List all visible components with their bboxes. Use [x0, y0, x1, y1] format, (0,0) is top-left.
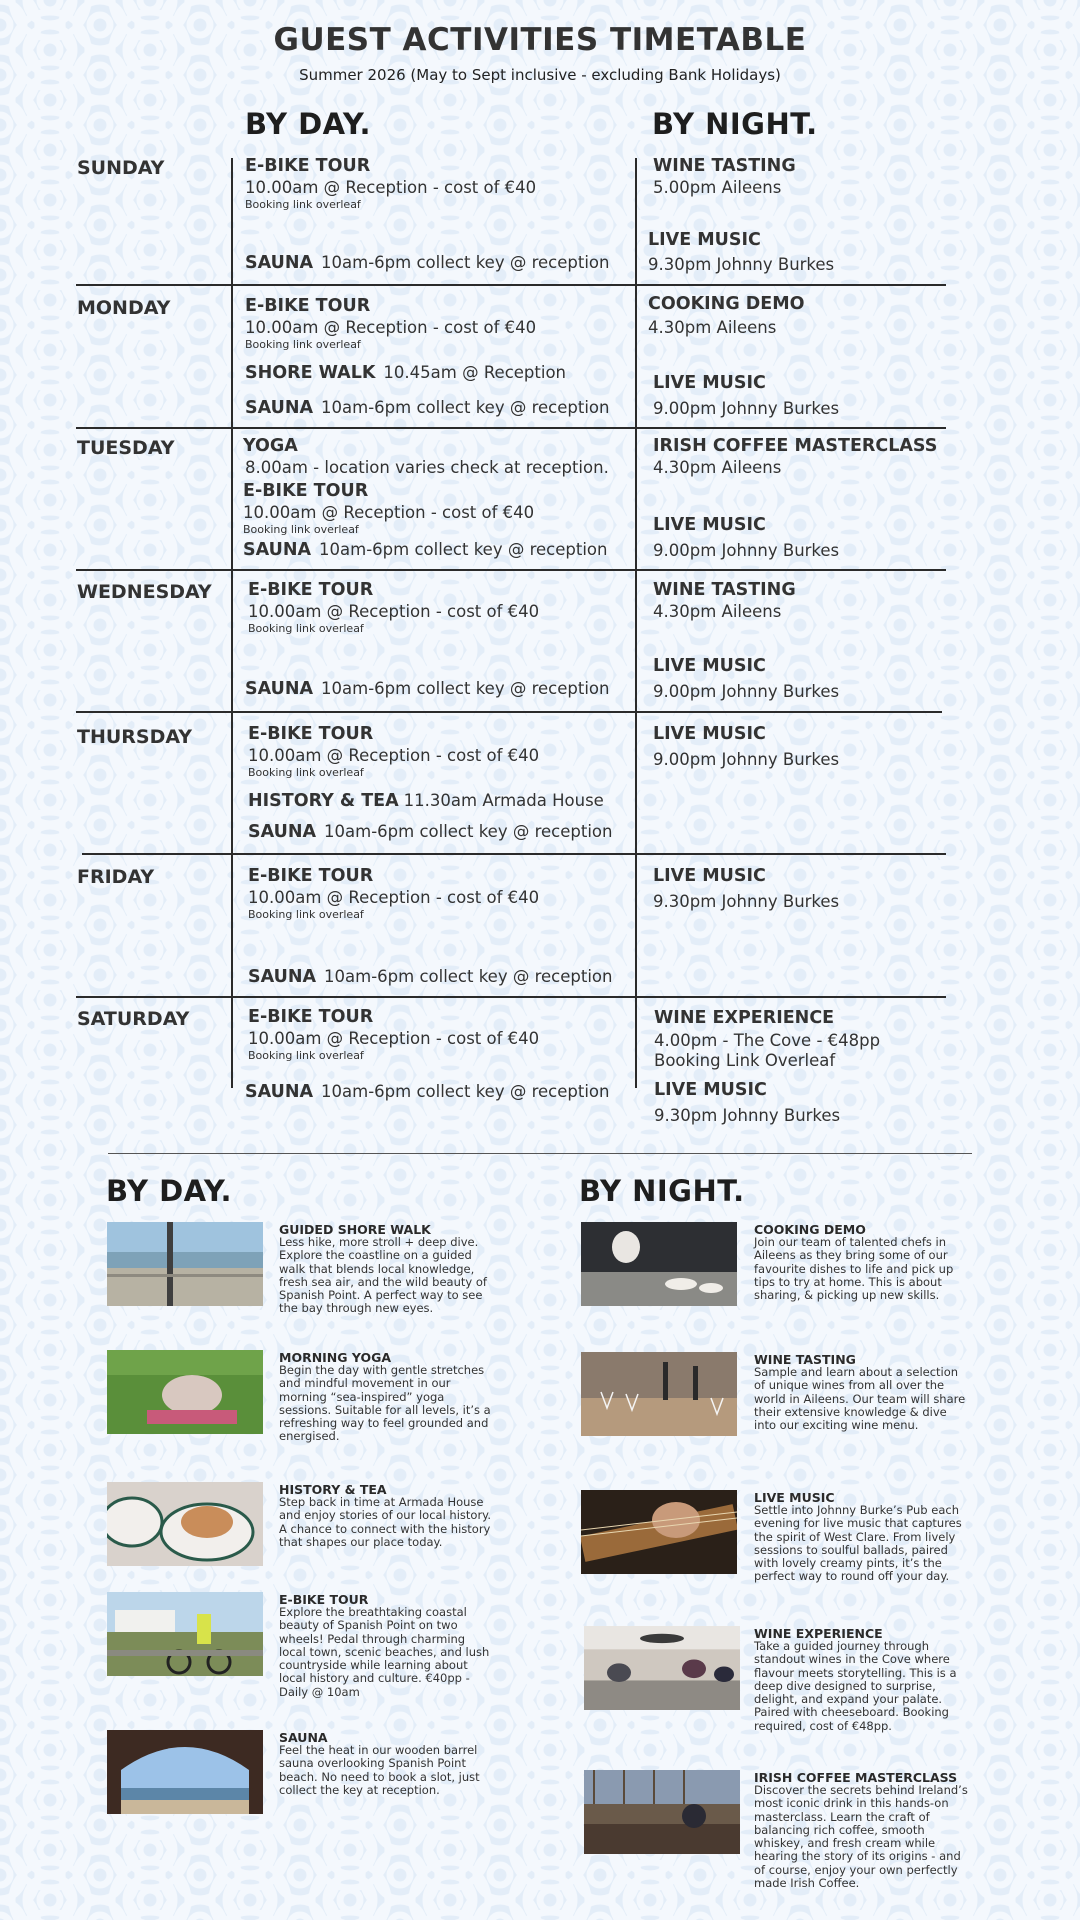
activity-note: Booking link overleaf — [248, 908, 364, 921]
irish-coffee-photo — [584, 1770, 740, 1854]
e-bike-photo — [107, 1592, 263, 1676]
card-description: Less hike, more stroll + deep dive. Explore the coastline on a guided walk that blends local knowledge, fresh sea air, and the wild beauty of Spanish Point. A perfect way to see the bay through new eyes. — [279, 1235, 487, 1316]
shore-walk-photo — [107, 1222, 263, 1306]
activity-detail: 9.00pm Johnny Burkes — [653, 541, 840, 560]
activity-title: E-BIKE TOUR — [248, 724, 374, 744]
card-description: Begin the day with gentle stretches and mindful movement in our morning “sea-inspired” yoga sessions. Suitable for all levels, it’s a refreshing way to feel grounded and energised. — [279, 1363, 491, 1444]
activity-title: IRISH COFFEE MASTERCLASS — [653, 436, 938, 456]
card-title: MORNING YOGA — [279, 1350, 392, 1365]
card-description: Step back in time at Armada House and enjoy stories of our local history. A chance to connect with the history that shapes our place today. — [279, 1495, 491, 1549]
activity-title: WINE TASTING — [653, 580, 796, 600]
activity-title: E-BIKE TOUR — [243, 481, 369, 501]
card-description: Sample and learn about a selection of unique wines from all over the world in Aileens. Our team will share their extensive knowledge & dive into our exciting wine menu. — [754, 1365, 966, 1433]
cooking-demo-photo — [581, 1222, 737, 1306]
card-title: LIVE MUSIC — [754, 1490, 835, 1505]
card-title: HISTORY & TEA — [279, 1482, 387, 1497]
card-title: WINE TASTING — [754, 1352, 856, 1367]
activity-title: SAUNA 10am-6pm collect key @ reception — [248, 967, 613, 987]
activity-detail: 4.30pm Aileens — [648, 318, 777, 337]
activity-title: LIVE MUSIC — [653, 656, 766, 676]
day-label-monday: MONDAY — [77, 297, 171, 319]
day-label-friday: FRIDAY — [77, 866, 155, 888]
sauna-photo — [107, 1730, 263, 1814]
card-title: SAUNA — [279, 1730, 328, 1745]
activity-title: SAUNA 10am-6pm collect key @ reception — [245, 1082, 610, 1102]
activity-detail: 4.30pm Aileens — [653, 458, 782, 477]
yoga-photo — [107, 1350, 263, 1434]
activity-detail: 10.00am @ Reception - cost of €40 — [248, 1029, 540, 1048]
activity-detail: 4.00pm - The Cove - €48pp — [654, 1031, 881, 1050]
day-label-wednesday: WEDNESDAY — [77, 581, 212, 603]
card-title: COOKING DEMO — [754, 1222, 866, 1237]
card-title: WINE EXPERIENCE — [754, 1626, 883, 1641]
by-night-descriptions-heading: BY NIGHT. — [579, 1174, 745, 1208]
card-title: IRISH COFFEE MASTERCLASS — [754, 1770, 958, 1785]
row-divider — [76, 284, 946, 286]
activity-title: YOGA — [243, 436, 298, 456]
activity-title: E-BIKE TOUR — [245, 156, 371, 176]
activity-detail: 9.30pm Johnny Burkes — [654, 1106, 841, 1125]
activity-title: SHORE WALK 10.45am @ Reception — [245, 363, 567, 383]
card-description: Settle into Johnny Burke’s Pub each evening for live music that captures the spirit of West Clare. From lively sessions to soulful ballads, paired with lovely creamy pints, it’s the perfect way to round off your day. — [754, 1503, 962, 1584]
card-title: E-BIKE TOUR — [279, 1592, 369, 1607]
activity-detail: 9.30pm Johnny Burkes — [648, 255, 835, 274]
activity-title: SAUNA 10am-6pm collect key @ reception — [245, 398, 610, 418]
wine-tasting-photo — [581, 1352, 737, 1436]
card-description: Explore the breathtaking coastal beauty of Spanish Point on two wheels! Pedal through charming local town, scenic beaches, and lush countryside while learning about local history and culture. €40pp - Daily @ 10am — [279, 1605, 490, 1699]
activity-note: Booking link overleaf — [248, 622, 364, 635]
row-divider — [76, 996, 946, 998]
activity-detail: 5.00pm Aileens — [653, 178, 782, 197]
activity-detail: Booking Link Overleaf — [654, 1051, 836, 1070]
page-subtitle: Summer 2026 (May to Sept inclusive - excluding Bank Holidays) — [299, 66, 781, 84]
activity-detail: 9.00pm Johnny Burkes — [653, 682, 840, 701]
activity-title: LIVE MUSIC — [648, 230, 761, 250]
by-day-descriptions-heading: BY DAY. — [106, 1174, 233, 1208]
activity-detail: 10.00am @ Reception - cost of €40 — [248, 888, 540, 907]
activity-detail: 9.00pm Johnny Burkes — [653, 750, 840, 769]
day-label-tuesday: TUESDAY — [77, 437, 175, 459]
activity-title: E-BIKE TOUR — [248, 580, 374, 600]
row-divider — [76, 427, 946, 429]
night-column-divider — [635, 158, 637, 1088]
history-tea-photo — [107, 1482, 263, 1566]
activity-title: SAUNA 10am-6pm collect key @ reception — [245, 253, 610, 273]
activity-title: LIVE MUSIC — [653, 724, 766, 744]
by-night-heading: BY NIGHT. — [652, 107, 818, 141]
row-divider — [76, 711, 942, 713]
activity-title: LIVE MUSIC — [654, 1080, 767, 1100]
activity-detail: 10.00am @ Reception - cost of €40 — [245, 178, 537, 197]
activity-detail: 10.00am @ Reception - cost of €40 — [243, 503, 535, 522]
activity-title: SAUNA 10am-6pm collect key @ reception — [245, 679, 610, 699]
activity-title: E-BIKE TOUR — [248, 866, 374, 886]
activity-note: Booking link overleaf — [248, 1049, 364, 1062]
day-label-sunday: SUNDAY — [77, 157, 165, 179]
activity-title: COOKING DEMO — [648, 294, 805, 314]
card-title: GUIDED SHORE WALK — [279, 1222, 431, 1237]
day-label-saturday: SATURDAY — [77, 1008, 190, 1030]
activity-title: LIVE MUSIC — [653, 373, 766, 393]
activity-title: WINE TASTING — [653, 156, 796, 176]
row-divider — [76, 569, 946, 571]
card-description: Join our team of talented chefs in Aileens as they bring some of our favourite dishes to life and pick up tips to try at home. This is about sharing, & picking up new skills. — [754, 1235, 954, 1303]
section-divider — [108, 1153, 972, 1154]
activity-title: SAUNA 10am-6pm collect key @ reception — [243, 540, 608, 560]
activity-title: E-BIKE TOUR — [248, 1007, 374, 1027]
activity-title: WINE EXPERIENCE — [654, 1008, 835, 1028]
page-title: GUEST ACTIVITIES TIMETABLE — [273, 22, 807, 58]
live-music-photo — [581, 1490, 737, 1574]
activity-detail: 4.30pm Aileens — [653, 602, 782, 621]
day-label-thursday: THURSDAY — [77, 726, 193, 748]
activity-detail: 10.00am @ Reception - cost of €40 — [248, 746, 540, 765]
row-divider — [82, 853, 946, 855]
activity-detail: 10.00am @ Reception - cost of €40 — [245, 318, 537, 337]
wine-experience-photo — [584, 1626, 740, 1710]
activity-title: HISTORY & TEA 11.30am Armada House — [248, 791, 604, 811]
activity-title: LIVE MUSIC — [653, 515, 766, 535]
activity-note: Booking link overleaf — [245, 198, 361, 211]
activity-title: LIVE MUSIC — [653, 866, 766, 886]
activity-title: SAUNA 10am-6pm collect key @ reception — [248, 822, 613, 842]
activity-title: E-BIKE TOUR — [245, 296, 371, 316]
day-column-divider — [231, 158, 233, 1088]
card-description: Take a guided journey through standout wines in the Cove where flavour meets storytelling. This is a deep dive designed to surprise, delight, and expand your palate. Paired with cheeseboard. Booking required, cost of €48pp. — [754, 1639, 957, 1733]
activity-detail: 8.00am - location varies check at reception. — [245, 458, 609, 477]
activity-detail: 10.00am @ Reception - cost of €40 — [248, 602, 540, 621]
card-description: Discover the secrets behind Ireland’s most iconic drink in this hands-on masterclass. Learn the craft of balancing rich coffee, smooth whiskey, and fresh cream while hearing the story of its origins - and of course, enjoy your own perfectly made Irish Coffee. — [754, 1783, 968, 1891]
by-day-heading: BY DAY. — [245, 107, 372, 141]
card-description: Feel the heat in our wooden barrel sauna overlooking Spanish Point beach. No need to book a slot, just collect the key at reception. — [279, 1743, 480, 1797]
activity-note: Booking link overleaf — [243, 523, 359, 536]
activity-note: Booking link overleaf — [248, 766, 364, 779]
activity-detail: 9.00pm Johnny Burkes — [653, 399, 840, 418]
activity-detail: 9.30pm Johnny Burkes — [653, 892, 840, 911]
activity-note: Booking link overleaf — [245, 338, 361, 351]
